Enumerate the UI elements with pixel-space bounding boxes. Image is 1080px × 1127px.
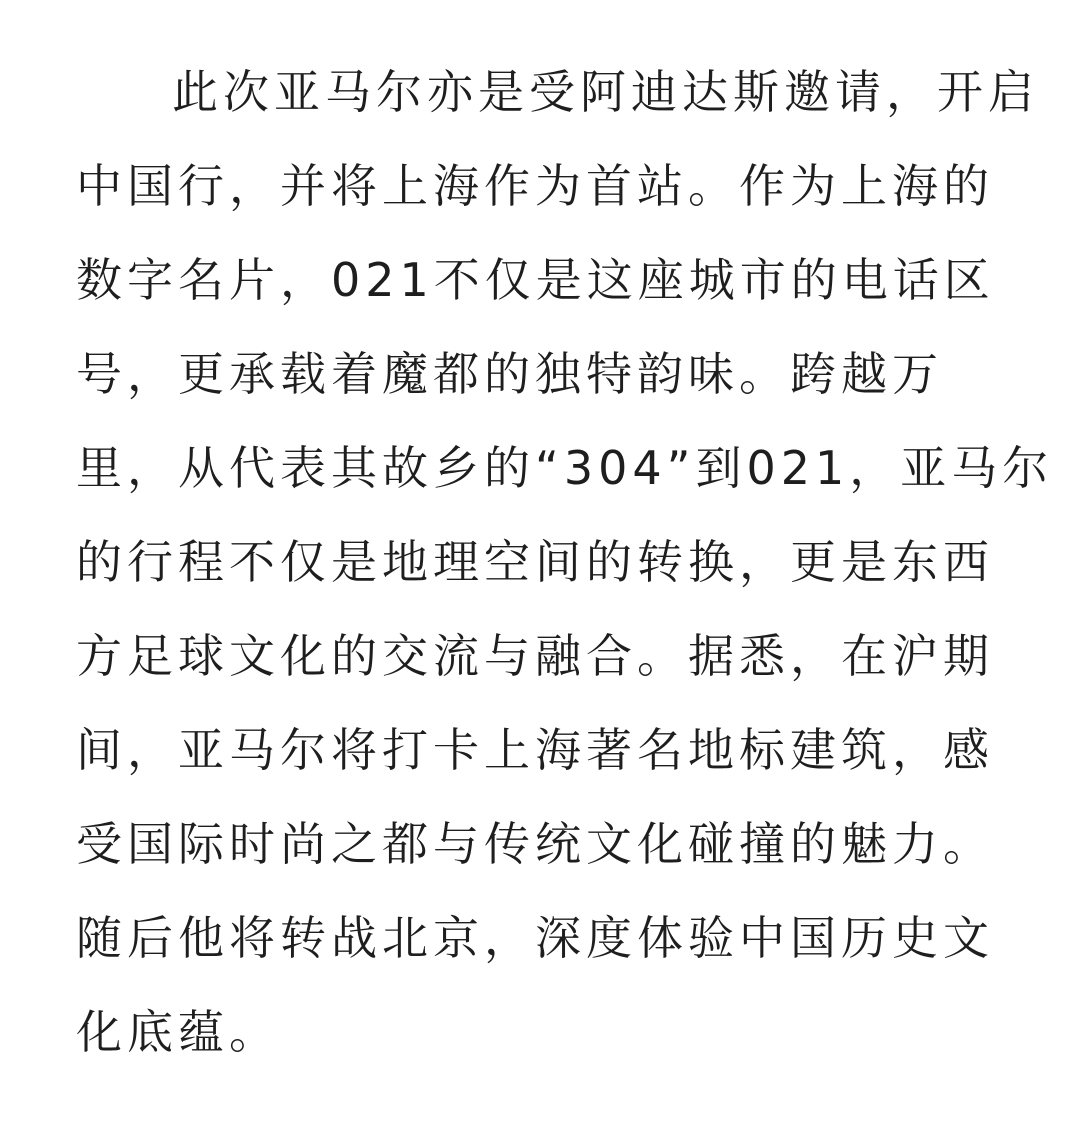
paragraph-line: 方足球文化的交流与融合。据悉，在沪期 bbox=[76, 629, 994, 683]
paragraph-line: 受国际时尚之都与传统文化碰撞的魅力。 bbox=[76, 817, 994, 871]
paragraph-line: 的行程不仅是地理空间的转换，更是东西 bbox=[76, 535, 994, 589]
paragraph-line: 数字名片，021不仅是这座城市的电话区 bbox=[76, 253, 995, 307]
paragraph-line: 号，更承载着魔都的独特韵味。跨越万 bbox=[76, 347, 943, 401]
paragraph-line: 间，亚马尔将打卡上海著名地标建筑，感 bbox=[76, 723, 994, 777]
paragraph-line: 此次亚马尔亦是受阿迪达斯邀请，开启 bbox=[172, 65, 1039, 119]
paragraph-line: 里，从代表其故乡的“304”到021，亚马尔 bbox=[76, 441, 1054, 495]
article-paragraph bbox=[76, 56, 1054, 1090]
paragraph-line: 中国行，并将上海作为首站。作为上海的 bbox=[76, 159, 994, 213]
paragraph-line: 化底蕴。 bbox=[76, 1005, 280, 1059]
paragraph-line: 随后他将转战北京，深度体验中国历史文 bbox=[76, 911, 994, 965]
